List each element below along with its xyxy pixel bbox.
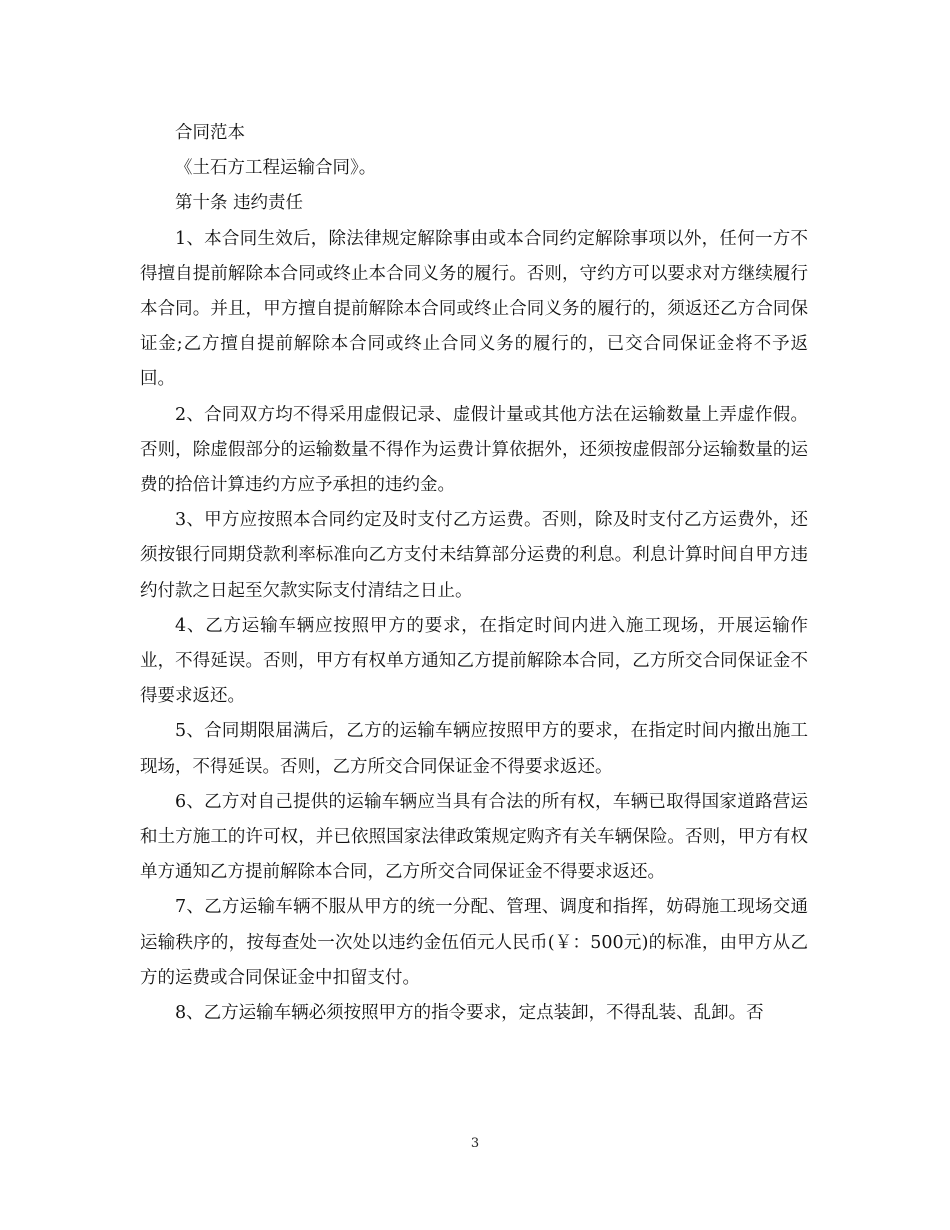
clause-5: 5、合同期限届满后，乙方的运输车辆应按照甲方的要求，在指定时间内撤出施工现场，不得延误。否则，乙方所交合同保证金不得要求返还。	[140, 721, 808, 777]
clause-8: 8、乙方运输车辆必须按照甲方的指令要求，定点装卸，不得乱装、乱卸。否	[175, 1003, 764, 1024]
doc-category: 合同范本	[175, 123, 245, 143]
clause-7: 7、乙方运输车辆不服从甲方的统一分配、管理、调度和指挥，妨碍施工现场交通运输秩序的，按每查处一次处以违约金伍佰元人民币(￥：500元)的标准，由甲方从乙方的运费或合同保证金中扣留支付。	[140, 897, 808, 988]
clause-1: 1、本合同生效后，除法律规定解除事由或本合同约定解除事项以外，任何一方不得擅自提前解除本合同或终止本合同义务的履行。否则，守约方可以要求对方继续履行本合同。并且，甲方擅自提前解除本合同或终止合同义务的履行的，须返还乙方合同保证金;乙方擅自提前解除本合同或终止合同义务的履行的，已交合同保证金将不予返回。	[140, 228, 808, 390]
clause-6: 6、乙方对自己提供的运输车辆应当具有合法的所有权，车辆已取得国家道路营运和土方施工的许可权，并已依照国家法律政策规定购齐有关车辆保险。否则，甲方有权单方通知乙方提前解除本合同，乙方所交合同保证金不得要求返还。	[140, 791, 808, 883]
doc-title: 《土石方工程运输合同》。	[175, 158, 377, 179]
page-number: 3	[470, 1136, 480, 1151]
clause-3: 3、甲方应按照本合同约定及时支付乙方运费。否则，除及时支付乙方运费外，还须按银行同期贷款利率标准向乙方支付未结算部分运费的利息。利息计算时间自甲方违约付款之日起至欠款实际支付清结之日止。	[140, 510, 808, 601]
clause-2: 2、合同双方均不得采用虚假记录、虚假计量或其他方法在运输数量上弄虚作假。否则，除虚假部分的运输数量不得作为运费计算依据外，还须按虚假部分运输数量的运费的拾倍计算违约方应予承担的违约金。	[140, 404, 808, 496]
section-heading: 第十条 违约责任	[175, 193, 304, 214]
clause-4: 4、乙方运输车辆应按照甲方的要求，在指定时间内进入施工现场，开展运输作业，不得延误。否则，甲方有权单方通知乙方提前解除本合同，乙方所交合同保证金不得要求返还。	[140, 615, 808, 707]
document-body	[140, 116, 808, 1031]
